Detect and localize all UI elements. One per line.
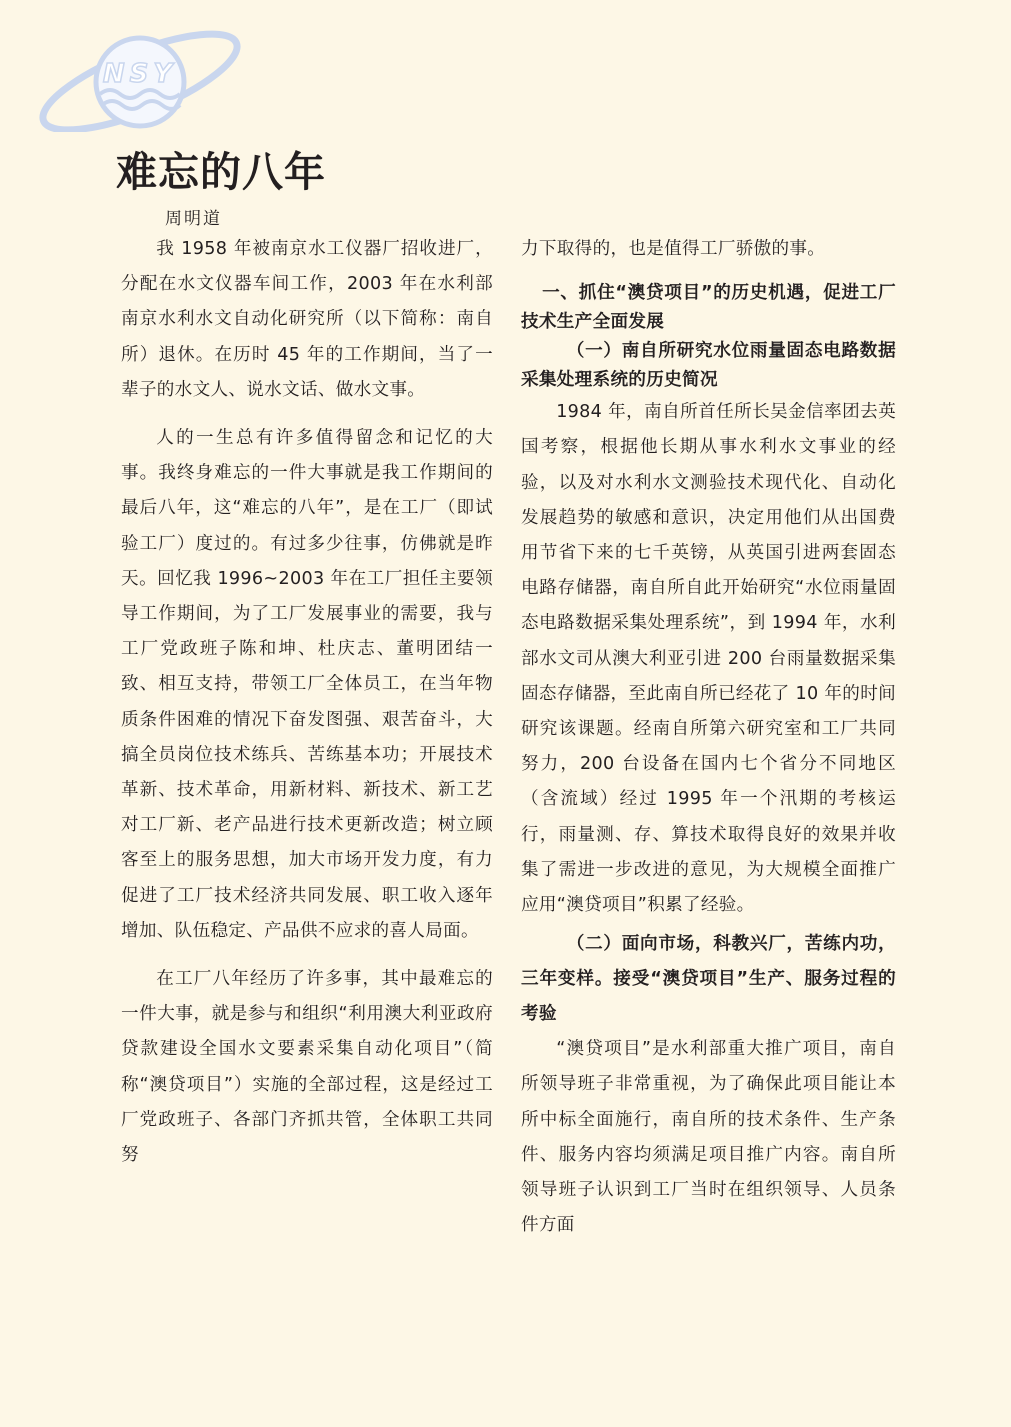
left-column <box>121 232 493 1173</box>
subsection-heading: （一）南自所研究水位雨量固态电路数据采集处理系统的历史简况 <box>521 341 896 391</box>
author-name: 周明道 <box>165 209 222 229</box>
paragraph: 1984 年，南自所首任所长吴金信率团去英国考察，根据他长期从事水利水文事业的经验，以及对水利水文测验技术现代化、自动化发展趋势的敏感和意识，决定用他们从出国费用节省下来的七千英镑，从英国引进两套固态电路存储器，南自所自此开始研究“水位雨量固态电路数据采集处理系统”，到 1994 年，水利部水文司从澳大利亚引进 200 台雨量数据采集固态存储器，至此南自所已经花了 10 年的时间研究该课题。经南自所第六研究室和工厂共同努力，200 台设备在国内七个省分不同地区（含流域）经过 1995 年一个汛期的考核运行，雨量测、存、算技术取得良好的效果并收集了需进一步改进的意见，为大规模全面推广应用“澳贷项目”积累了经验。 <box>521 402 896 916</box>
section-heading: 一、抓住“澳贷项目”的历史机遇，促进工厂技术生产全面发展 <box>521 283 896 333</box>
paragraph: “澳贷项目”是水利部重大推广项目，南自所领导班子非常重视，为了确保此项目能让本所中标全面施行，南自所的技术条件、生产条件、服务内容均须满足项目推广内容。南自所领导班子认识到工厂当时在组织领导、人员条件方面 <box>521 1039 896 1236</box>
article-title: 难忘的八年 <box>116 148 326 196</box>
paragraph: 在工厂八年经历了许多事，其中最难忘的一件大事，就是参与和组织“利用澳大利亚政府贷款建设全国水文要素采集自动化项目”（简称“澳贷项目”）实施的全部过程，这是经过工厂党政班子、各部门齐抓共管，全体职工共同努 <box>121 969 493 1166</box>
paragraph: 人的一生总有许多值得留念和记忆的大事。我终身难忘的一件大事就是我工作期间的最后八年，这“难忘的八年”，是在工厂（即试验工厂）度过的。有过多少往事，仿佛就是昨天。回忆我 1996~2003 年在工厂担任主要领导工作期间，为了工厂发展事业的需要，我与工厂党政班子陈和坤、杜庆志、董明团结一致、相互支持，带领工厂全体员工，在当年物质条件困难的情况下奋发图强、艰苦奋斗，大搞全员岗位技术练兵、苦练基本功；开展技术革新、技术革命，用新材料、新技术、新工艺对工厂新、老产品进行技术更新改造；树立顾客至上的服务思想，加大市场开发力度，有力促进了工厂技术经济共同发展、职工收入逐年增加、队伍稳定、产品供不应求的喜人局面。 <box>121 428 493 941</box>
paragraph: 我 1958 年被南京水工仪器厂招收进厂，分配在水文仪器车间工作，2003 年在水利部南京水利水文自动化研究所（以下简称：南自所）退休。在历时 45 年的工作期间，当了一辈子的水文人、说水文话、做水文事。 <box>121 239 493 400</box>
logo-text: NSY <box>102 59 178 89</box>
subsection-heading: （二）面向市场，科教兴厂，苦练内功，三年变样。接受“澳贷项目”生产、服务过程的考验 <box>521 934 896 1025</box>
paragraph-continuation: 力下取得的，也是值得工厂骄傲的事。 <box>521 239 826 259</box>
right-column <box>521 232 896 1243</box>
nsy-logo <box>28 22 258 132</box>
